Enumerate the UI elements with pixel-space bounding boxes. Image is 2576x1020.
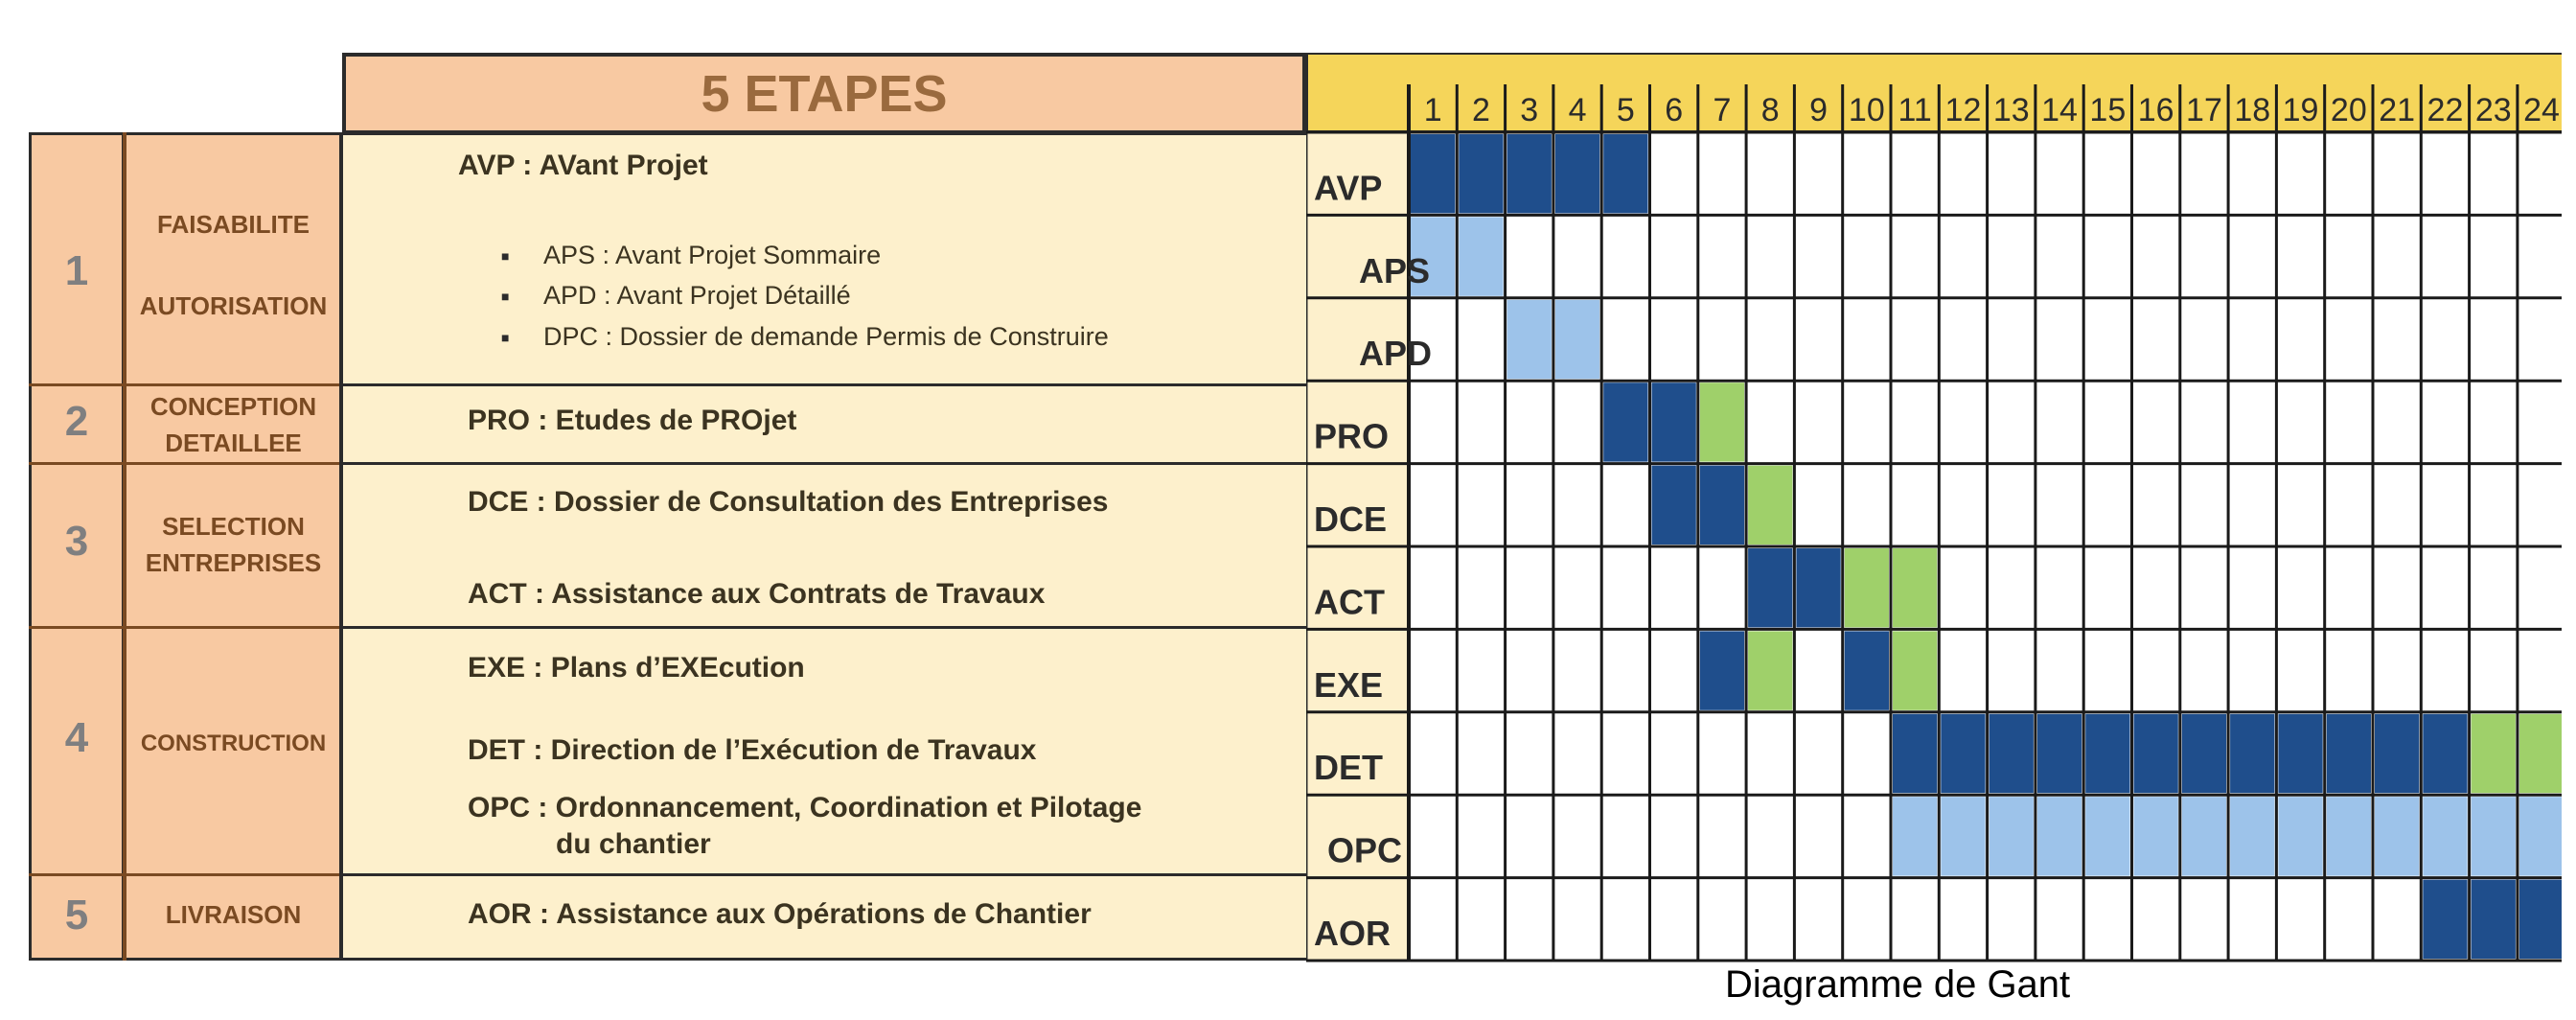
gantt-bar-det-13 [1990,714,2034,793]
gantt-bar-opc-23 [2472,797,2516,875]
gantt-bar-apd-4 [1555,300,1599,379]
task-code-apd: APD [1359,334,1433,374]
gantt-bar-opc-14 [2037,797,2082,875]
gantt-bar-exe-11 [1893,631,1937,709]
gantt-bar-act-10 [1845,548,1889,627]
gantt-bar-pro-5 [1603,382,1647,461]
period-label-19: 19 [2282,92,2319,128]
gantt-bar-det-11 [1893,714,1937,793]
gantt-bar-pro-6 [1652,382,1696,461]
gantt-bar-opc-22 [2423,797,2467,875]
period-label-5: 5 [1616,92,1635,128]
period-label-22: 22 [2426,92,2464,128]
row-separator [342,873,1306,876]
gantt-bar-det-17 [2182,714,2226,793]
period-label-3: 3 [1520,92,1539,128]
gantt-bar-opc-19 [2278,797,2322,875]
row-separator [29,873,342,876]
phase-description: OPC : Ordonnancement, Coordination et Pilotage [468,792,1142,823]
phase-description: DET : Direction de l’Exécution de Travaux [468,734,1037,766]
gantt-bar-opc-16 [2134,797,2178,875]
gantt-bar-aor-24 [2519,880,2562,959]
row-separator [29,462,342,465]
chart-caption: Diagramme de Gant [1725,963,2071,1006]
task-code-act: ACT [1314,582,1385,622]
gantt-chart [1306,53,2562,963]
gantt-bar-act-9 [1796,548,1840,627]
gantt-bar-apd-3 [1507,300,1552,379]
gantt-bar-opc-24 [2519,797,2562,875]
gantt-bar-avp-4 [1555,134,1599,213]
sub-phase-item: ■ APS : Avant Projet Sommaire [543,241,881,270]
step-number: 4 [64,714,89,761]
period-label-9: 9 [1809,92,1828,128]
sub-phase-item: ■ DPC : Dossier de demande Permis de Construire [543,322,1109,352]
gantt-bar-avp-3 [1507,134,1552,213]
period-label-13: 13 [1992,92,2030,128]
period-label-17: 17 [2186,92,2222,128]
period-label-24: 24 [2523,92,2560,128]
gantt-bar-det-18 [2230,714,2274,793]
gantt-bar-opc-11 [1893,797,1937,875]
gantt-bar-det-24 [2519,714,2562,793]
period-label-7: 7 [1713,92,1732,128]
period-label-12: 12 [1944,92,1982,128]
gantt-bar-exe-10 [1845,631,1889,709]
gantt-bar-det-23 [2472,714,2516,793]
gantt-bar-det-20 [2327,714,2371,793]
task-code-aor: AOR [1314,914,1391,953]
phase-description: EXE : Plans d’EXEcution [468,652,805,684]
category-label: DETAILLEE [165,429,302,457]
gantt-bar-avp-5 [1603,134,1647,213]
gantt-bar-opc-21 [2375,797,2419,875]
period-label-16: 16 [2137,92,2174,128]
phase-description: DCE : Dossier de Consultation des Entreprises [468,486,1109,518]
header-title-box [342,53,1306,134]
row-separator [29,383,342,386]
gantt-bar-aor-23 [2472,880,2516,959]
step-number: 5 [64,892,89,939]
row-separator [342,626,1306,629]
gantt-bar-opc-18 [2230,797,2274,875]
phase-description-continued: du chantier [556,828,711,860]
row-separator [342,383,1306,386]
category-label: AUTORISATION [139,291,328,320]
period-label-23: 23 [2474,92,2512,128]
gantt-bar-opc-13 [1990,797,2034,875]
gantt-bar-det-19 [2278,714,2322,793]
period-label-6: 6 [1665,92,1684,128]
gantt-bar-aor-22 [2423,880,2467,959]
gantt-bar-act-11 [1893,548,1937,627]
period-label-2: 2 [1471,92,1490,128]
period-label-11: 11 [1898,92,1932,128]
period-label-21: 21 [2379,92,2416,128]
step-number: 3 [64,518,89,565]
category-label: LIVRAISON [165,900,302,929]
task-code-avp: AVP [1314,168,1383,208]
gantt-bar-det-14 [2037,714,2082,793]
gantt-bar-exe-7 [1700,631,1744,709]
gantt-bar-avp-1 [1411,134,1455,213]
row-separator [342,462,1306,465]
gantt-bar-aps-2 [1459,217,1503,295]
sub-phase-item: ■ APD : Avant Projet Détaillé [543,281,851,311]
gantt-bar-exe-8 [1748,631,1792,709]
period-label-18: 18 [2234,92,2271,128]
gantt-bar-det-22 [2423,714,2467,793]
task-code-pro: PRO [1314,416,1390,456]
gantt-bar-pro-7 [1700,382,1744,461]
gantt-bar-avp-2 [1459,134,1503,213]
gantt-bar-opc-12 [1941,797,1985,875]
row-separator [29,626,342,629]
category-label: CONSTRUCTION [140,730,327,756]
period-label-10: 10 [1848,92,1885,128]
period-label-14: 14 [2041,92,2078,128]
task-code-opc: OPC [1327,830,1403,870]
task-code-exe: EXE [1314,664,1384,705]
gantt-bar-opc-17 [2182,797,2226,875]
task-code-det: DET [1314,748,1383,788]
gantt-bar-det-21 [2375,714,2419,793]
category-label: SELECTION [162,512,305,541]
step-number: 1 [64,247,89,294]
gantt-bar-act-8 [1748,548,1792,627]
period-label-20: 20 [2330,92,2367,128]
period-label-4: 4 [1568,92,1587,128]
gantt-bar-opc-20 [2327,797,2371,875]
page-title: 5 ETAPES [701,65,948,123]
gantt-bar-det-15 [2085,714,2129,793]
gantt-bar-opc-15 [2085,797,2129,875]
category-label: CONCEPTION [150,392,317,421]
phase-description: PRO : Etudes de PROjet [468,405,797,436]
period-label-1: 1 [1423,92,1442,128]
phase-description: AVP : AVant Projet [458,150,708,181]
phase-description: ACT : Assistance aux Contrats de Travaux [468,578,1046,610]
task-code-aps: APS [1359,250,1431,290]
gantt-bar-dce-6 [1652,466,1696,545]
gantt-bar-det-12 [1941,714,1985,793]
category-label: FAISABILITE [157,210,310,239]
gantt-bar-dce-8 [1748,466,1792,545]
category-label: ENTREPRISES [145,548,322,577]
phase-description: AOR : Assistance aux Opérations de Chantier [468,898,1092,930]
task-code-dce: DCE [1314,499,1388,539]
period-label-15: 15 [2089,92,2127,128]
period-label-8: 8 [1760,92,1780,128]
step-number: 2 [64,398,89,445]
gantt-bar-det-16 [2134,714,2178,793]
gantt-bar-dce-7 [1700,466,1744,545]
